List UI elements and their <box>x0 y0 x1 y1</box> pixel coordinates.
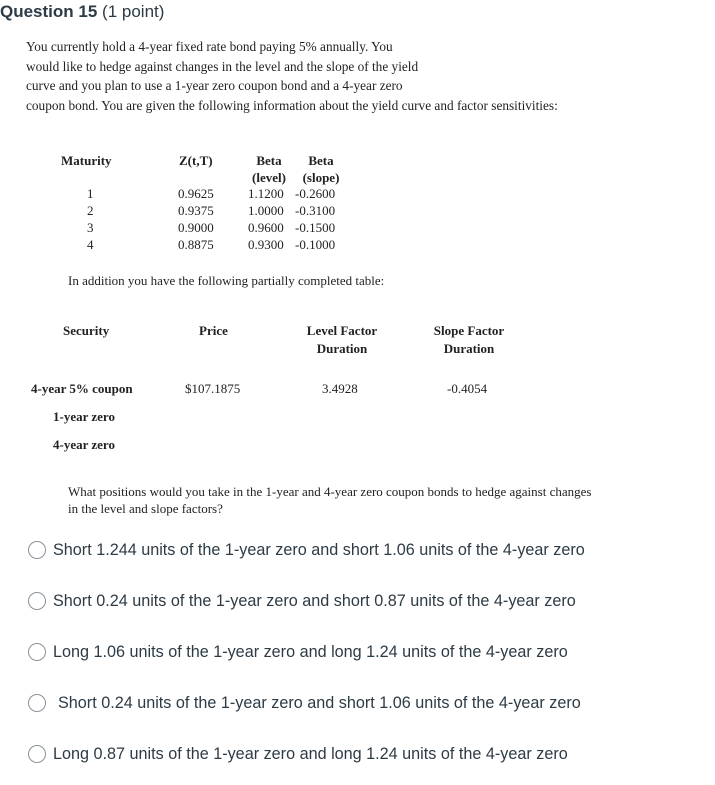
table-cell-slope-duration: -0.4054 <box>447 381 488 396</box>
table-cell-maturity: 2 <box>87 203 94 218</box>
radio-button[interactable] <box>28 541 46 559</box>
header-beta-slope: Beta (slope) <box>302 153 340 185</box>
question-number: Question 15 <box>0 2 98 21</box>
choice-label: Long 0.87 units of the 1-year zero and long 1.24 units of the 4-year zero <box>53 744 568 763</box>
choice-label: Short 0.24 units of the 1-year zero and short 0.87 units of the 4-year zero <box>53 591 576 610</box>
radio-button[interactable] <box>28 643 46 661</box>
header-slope-factor-duration: Slope Factor Duration <box>433 323 505 356</box>
table-cell-beta-level: 0.9600 <box>248 220 284 235</box>
intro-line: You currently hold a 4-year fixed rate bond paying 5% annually. You <box>26 39 393 54</box>
radio-button[interactable] <box>28 592 46 610</box>
header-level-factor-duration: Level Factor Duration <box>306 323 378 356</box>
header-price: Price <box>199 323 228 338</box>
table-cell-beta-slope: -0.1500 <box>295 220 336 235</box>
table-cell-z: 0.9375 <box>178 203 214 218</box>
table-cell-maturity: 1 <box>87 186 94 201</box>
table-cell-maturity: 3 <box>87 220 94 235</box>
header-beta-level: Beta (level) <box>252 153 286 185</box>
table-cell-beta-slope: -0.3100 <box>295 203 336 218</box>
table-cell-z: 0.9625 <box>178 186 214 201</box>
table-cell-z: 0.9000 <box>178 220 214 235</box>
question-prompt <box>68 483 591 517</box>
answer-choice-2[interactable] <box>28 588 576 614</box>
answer-choice-4[interactable] <box>28 690 581 716</box>
table-cell-beta-slope: -0.2600 <box>295 186 336 201</box>
table-cell-beta-level: 1.1200 <box>248 186 284 201</box>
radio-button[interactable] <box>28 745 46 763</box>
question-intro <box>26 37 666 115</box>
header-discount-factor: Z(t,T) <box>179 153 213 168</box>
answer-choice-3[interactable] <box>28 639 568 665</box>
question-points: (1 point) <box>102 2 165 21</box>
intro-line: coupon bond. You are given the following information about the yield curve and factor sensitivities: <box>26 97 558 113</box>
table-cell-beta-level: 1.0000 <box>248 203 284 218</box>
intro-line: would like to hedge against changes in the level and the slope of the yield <box>26 58 419 74</box>
table-cell-security: 1-year zero <box>53 409 115 424</box>
addition-text: In addition you have the following partially completed table: <box>68 273 385 288</box>
header-security: Security <box>63 323 110 338</box>
prompt-line: What positions would you take in the 1-year and 4-year zero coupon bonds to hedge against changes <box>68 484 592 499</box>
header-maturity: Maturity <box>61 153 112 168</box>
table-cell-level-duration: 3.4928 <box>322 381 358 396</box>
choice-label: Short 0.24 units of the 1-year zero and short 1.06 units of the 4-year zero <box>58 693 581 712</box>
table-cell-z: 0.8875 <box>178 237 214 252</box>
answer-choice-5[interactable] <box>28 741 568 767</box>
question-header <box>0 2 164 22</box>
intro-line: curve and you plan to use a 1-year zero coupon bond and a 4-year zero <box>26 78 403 94</box>
choice-label: Long 1.06 units of the 1-year zero and long 1.24 units of the 4-year zero <box>53 642 568 661</box>
table-cell-price: $107.1875 <box>185 381 241 396</box>
table-cell-maturity: 4 <box>87 237 94 252</box>
radio-button[interactable] <box>28 694 46 712</box>
table-cell-security: 4-year 5% coupon <box>31 381 133 396</box>
table-cell-security: 4-year zero <box>53 437 115 452</box>
table-cell-beta-level: 0.9300 <box>248 237 284 252</box>
choice-label: Short 1.244 units of the 1-year zero and short 1.06 units of the 4-year zero <box>53 540 585 559</box>
table-cell-beta-slope: -0.1000 <box>295 237 336 252</box>
answer-choice-1[interactable] <box>28 537 585 563</box>
prompt-line: in the level and slope factors? <box>68 501 223 516</box>
